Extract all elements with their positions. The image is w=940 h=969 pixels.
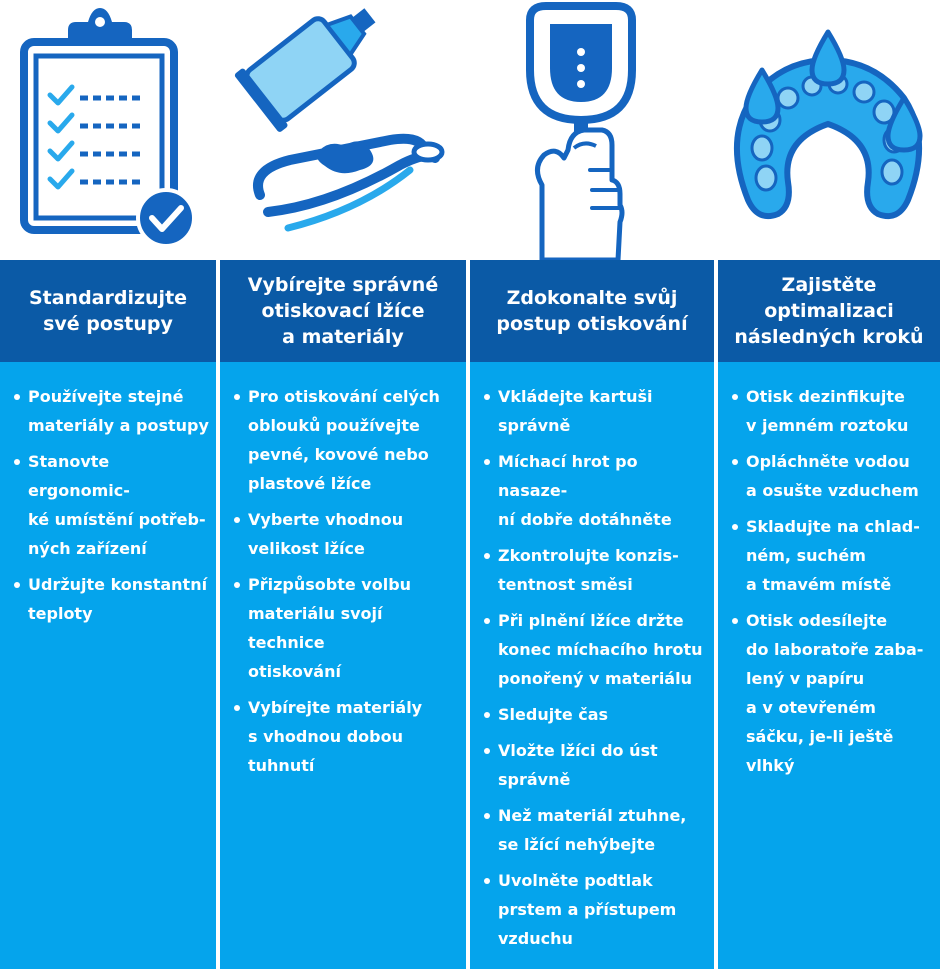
icon-area [718, 0, 940, 260]
list-item: Přizpůsobte volbu materiálu svojí technice otiskování [234, 570, 462, 686]
clipboard-checklist-icon [0, 0, 216, 260]
column-title: Standardizujte své postupy [28, 287, 188, 335]
column-header [718, 260, 940, 362]
list-item: Míchací hrot po nasaze- ní dobře dotáhněte [484, 447, 710, 534]
column-select-trays [220, 0, 466, 969]
list-item: Opláchněte vodou a osušte vzduchem [732, 447, 936, 505]
list-item: Skladujte na chlad- ném, suchém a tmavém místě [732, 512, 936, 599]
list-item: Otisk dezinfikujte v jemném roztoku [732, 382, 936, 440]
tips-list [220, 362, 466, 780]
list-item: Vyberte vhodnou velikost lžíce [234, 505, 462, 563]
column-header [470, 260, 714, 362]
tips-list [470, 362, 714, 953]
list-item: Zkontrolujte konzis- tentnost směsi [484, 541, 710, 599]
icon-area [470, 0, 714, 260]
icon-area [220, 0, 466, 260]
list-item: Při plnění lžíce držte konec míchacího hrotu ponořený v materiálu [484, 606, 710, 693]
column-standardize [0, 0, 216, 969]
list-item: Pro otiskování celých oblouků používejte pevné, kovové nebo plastové lžíce [234, 382, 462, 498]
column-body [470, 362, 714, 969]
icon-area [0, 0, 216, 260]
column-title: Zajistěte optimalizaci následných kroků [734, 274, 924, 348]
tips-list [718, 362, 940, 780]
column-optimize-steps [718, 0, 940, 969]
list-item: Otisk odesílejte do laboratoře zaba- lený v papíru a v otevřeném sáčku, je-li ještě vlhký [732, 606, 936, 780]
dental-impression-drops-icon [718, 0, 940, 260]
list-item: Vybírejte materiály s vhodnou dobou tuhnutí [234, 693, 462, 780]
list-item: Než materiál ztuhne, se lžící nehýbejte [484, 801, 710, 859]
list-item: Vkládejte kartuši správně [484, 382, 710, 440]
column-title: Zdokonalte svůj postup otiskování [496, 287, 688, 335]
column-body [220, 362, 466, 969]
list-item: Uvolněte podtlak prstem a přístupem vzduchu [484, 866, 710, 953]
column-header [220, 260, 466, 362]
column-title: Vybírejte správné otiskovací lžíce a materiály [247, 274, 439, 348]
column-body [0, 362, 216, 969]
list-item: Udržujte konstantní teploty [14, 570, 212, 628]
tips-list [0, 362, 216, 628]
list-item: Stanovte ergonomic- ké umístění potřeb- ných zařízení [14, 447, 212, 563]
list-item: Vložte lžíci do úst správně [484, 736, 710, 794]
tube-and-tray-icon [220, 0, 466, 260]
hand-holding-tray-icon [470, 0, 714, 260]
list-item: Sledujte čas [484, 700, 710, 729]
column-header [0, 260, 216, 362]
column-improve-technique [470, 0, 714, 969]
list-item: Používejte stejné materiály a postupy [14, 382, 212, 440]
column-body [718, 362, 940, 969]
